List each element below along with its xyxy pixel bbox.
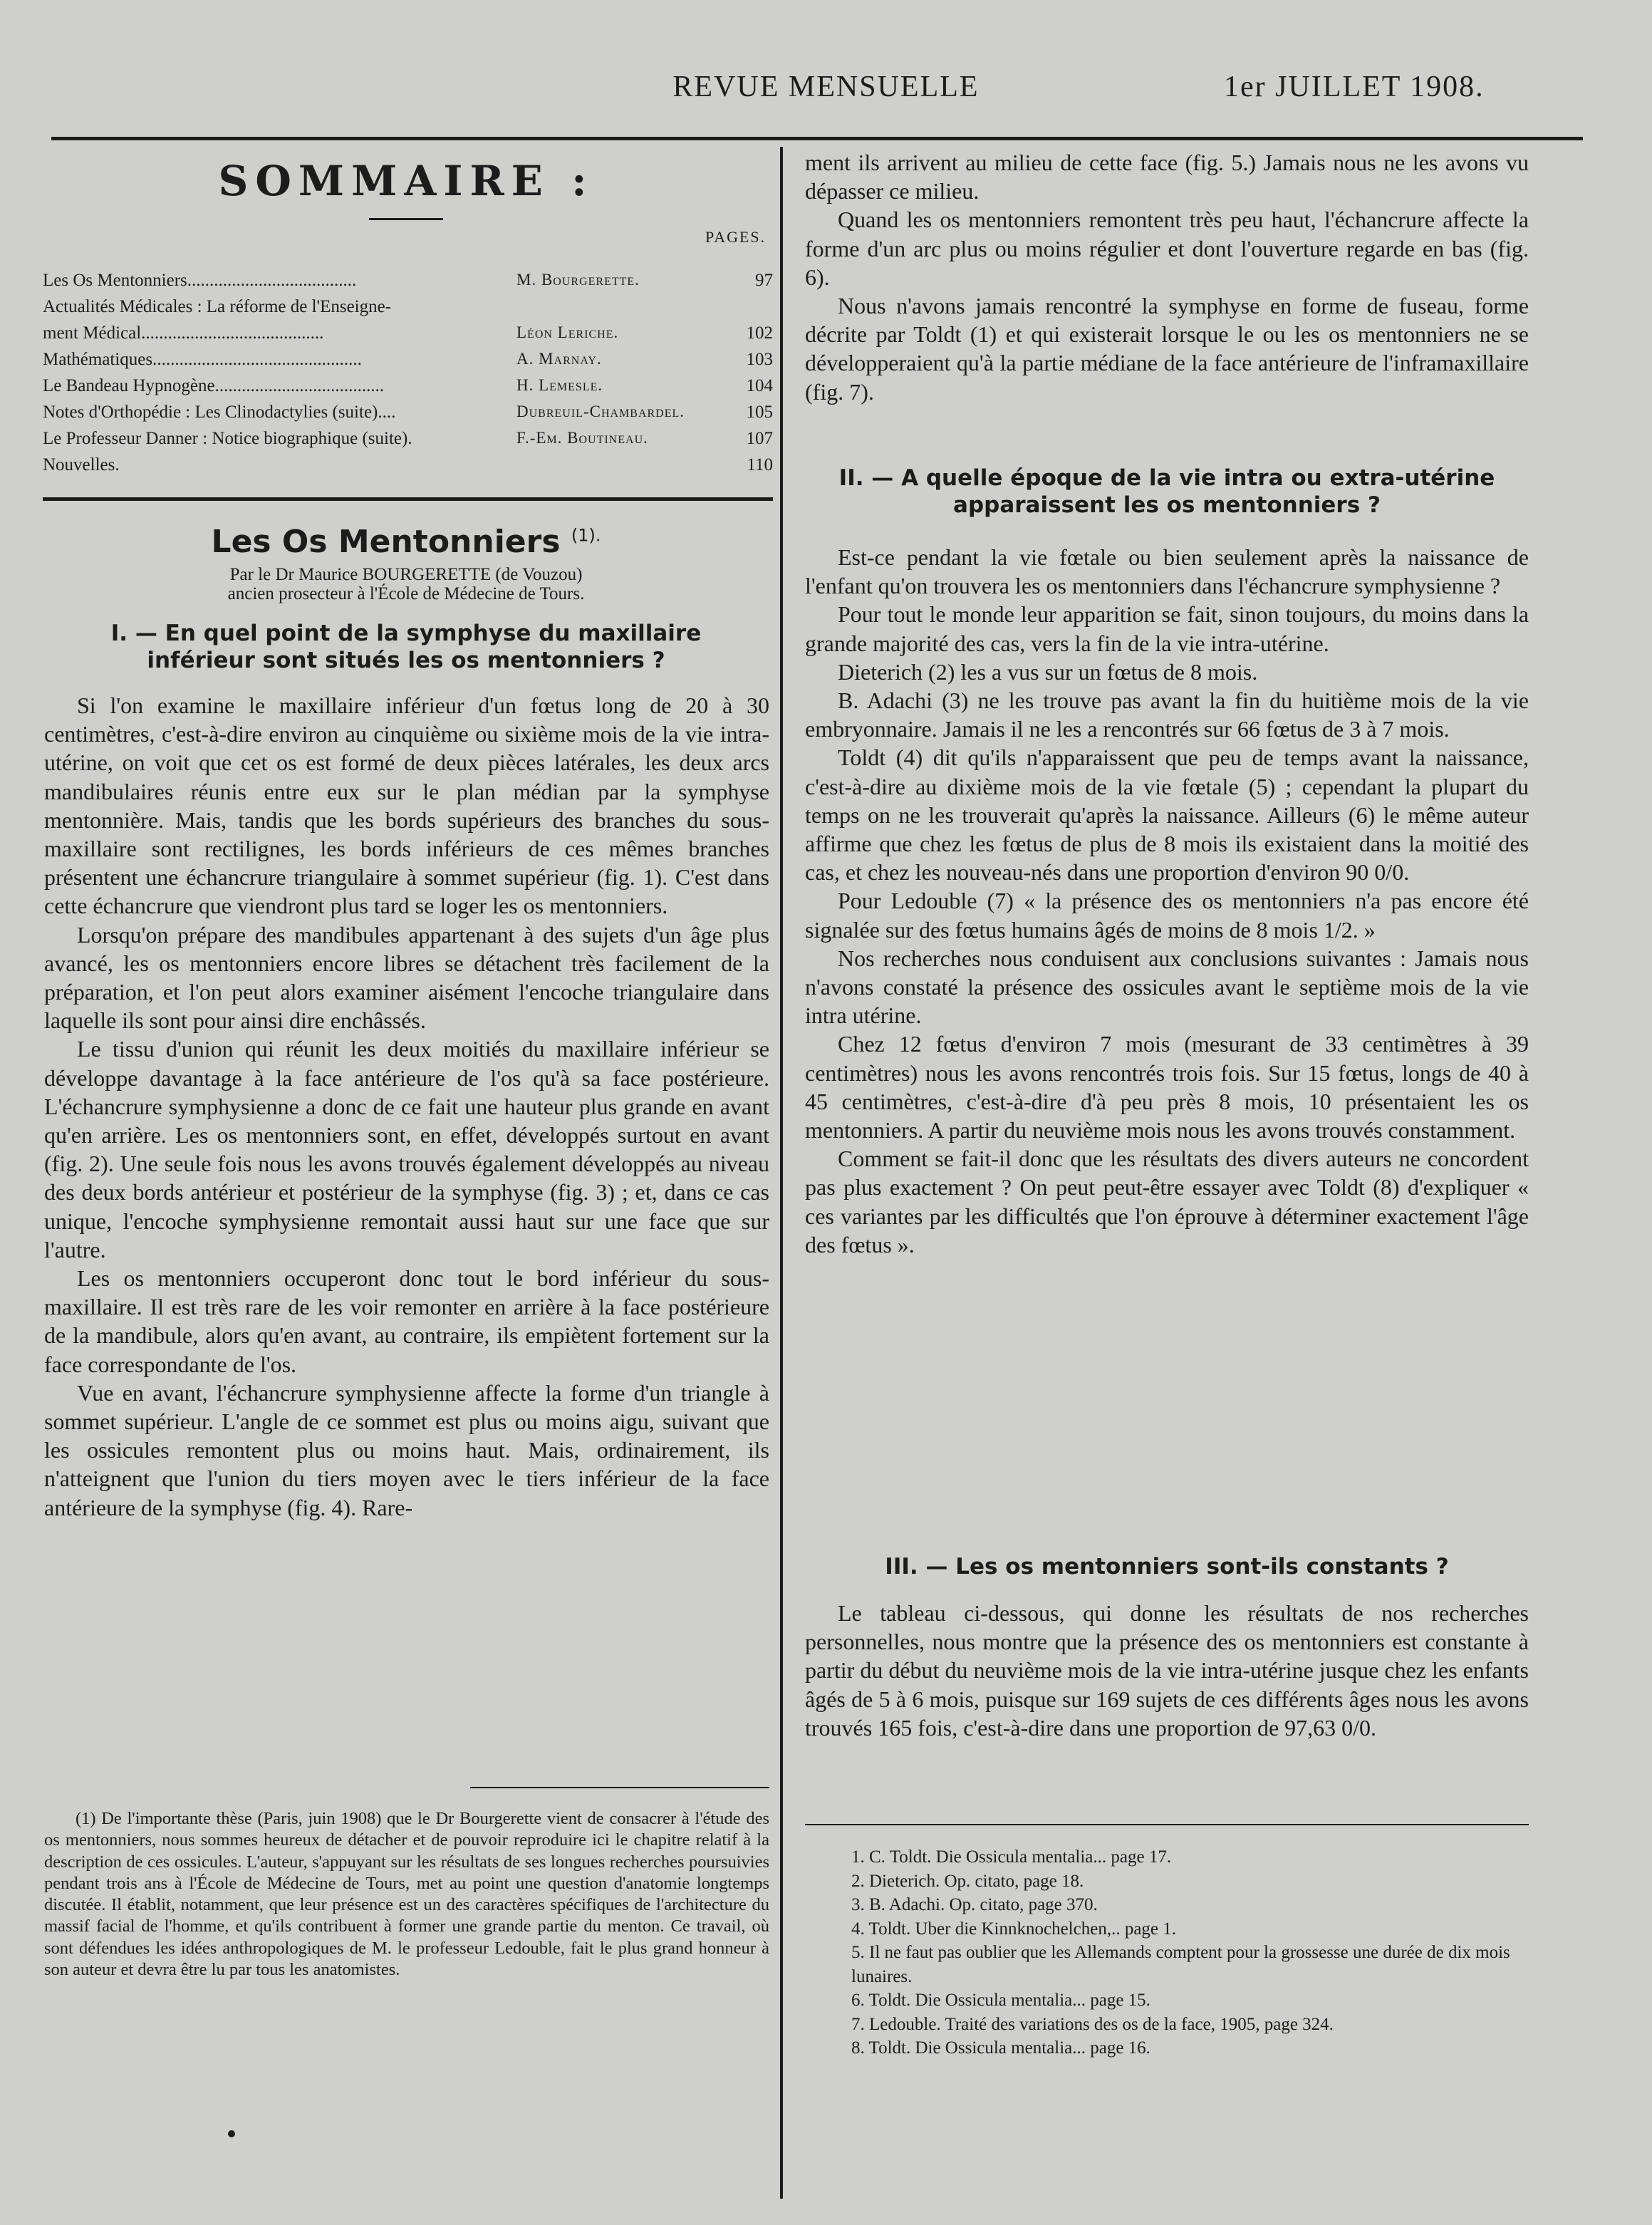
byline: [43, 565, 769, 603]
toc-author: Dubreuil-Chambardel.: [516, 403, 685, 420]
footnote-list: [830, 1845, 1535, 2060]
footnote-item: 6. Toldt. Die Ossicula mentalia... page 15.: [851, 1991, 1150, 2010]
journal-title: REVUE MENSUELLE: [672, 71, 980, 103]
paragraph: Nos recherches nous conduisent aux conclusions suivantes : Jamais nous n'avons constaté la présence des ossicules avant le septième mois de la vie intra utérine.: [805, 945, 1529, 1029]
paragraph: Les os mentonniers occuperont donc tout le bord inférieur du sous-maxillaire. Il est très rare de les voir remonter en arrière à la face postérieure de la mandibule, alors qu'en avant, au contraire, ils empiètent fortement sur la face correspondante de l'os.: [44, 1265, 769, 1377]
paragraph: ment ils arrivent au milieu de cette face (fig. 5.) Jamais nous ne les avons vu dépasser ce milieu.: [805, 150, 1529, 204]
paragraph: Quand les os mentonniers remontent très peu haut, l'échancrure affecte la forme d'un arc plus ou moins régulier et dont l'ouverture regarde en bas (fig. 6).: [805, 207, 1529, 290]
footnote-item: 5. Il ne faut pas oublier que les Allemands comptent pour la grossesse une durée de dix mois lunaires.: [851, 1943, 1510, 1986]
byline-affiliation: ancien prosecteur à l'École de Médecine de Tours.: [227, 584, 585, 603]
article-title-note: (1).: [571, 525, 601, 546]
toc-page: 110: [747, 455, 773, 474]
toc-author: A. Marnay.: [516, 350, 602, 368]
issue-date: 1er JUILLET 1908.: [1224, 71, 1485, 103]
toc-row: [43, 323, 773, 350]
toc-title: ment Médical.........................................: [43, 323, 324, 343]
paragraph: Dieterich (2) les a vus sur un fœtus de 8 mois.: [838, 658, 1258, 685]
toc-row: [43, 455, 773, 482]
page-mark: [228, 2130, 235, 2137]
toc-author: F.-Em. Boutineau.: [516, 429, 648, 447]
right-column-top: [805, 148, 1529, 406]
paragraph: Comment se fait-il donc que les résultats des divers auteurs ne concordent pas plus exactement ? On peut peut-être essayer avec Toldt (8) d'expliquer « ces variantes par les difficultés que l'on éprouve à déterminer exactement l'âge des fœtus ».: [805, 1146, 1529, 1257]
paragraph: Vue en avant, l'échancrure symphysienne affecte la forme d'un triangle à sommet supérieur. L'angle de ce sommet est plus ou moins aigu, suivant que les ossicules remontent plus ou moins haut. Mais, ordinairement, ils n'atteignent que l'union du tiers moyen avec le tiers inférieur de la face antérieure de la symphyse (fig. 4). Rare-: [44, 1379, 769, 1520]
paragraph: Nous n'avons jamais rencontré la symphyse en forme de fuseau, forme décrite par Toldt (1) et qui existerait lorsque le ou les os mentonniers ne se développeraient qu'à la partie médiane de la face antérieure de l'inframaxillaire (fig. 7).: [805, 293, 1529, 405]
paragraph: Le tableau ci-dessous, qui donne les résultats de nos recherches personnelles, nous montre que la présence des os mentonniers est constante à partir du début du neuvième mois de la vie intra-utérine jusque chez les enfants âgés de 5 à 6 mois, puisque sur 169 sujets de ces différents âges nous les avons trouvés 165 fois, c'est-à-dire dans une proportion de 97,63 0/0.: [805, 1600, 1529, 1741]
left-column-body: [44, 691, 769, 1522]
toc-row: [43, 403, 773, 429]
right-column-middle: [805, 543, 1529, 1259]
toc-page: 107: [746, 429, 773, 448]
footnote-item: 3. B. Adachi. Op. citato, page 370.: [851, 1895, 1098, 1914]
section-heading-1-line1: I. — En quel point de la symphyse du maxillaire: [110, 621, 702, 646]
footnote-item: 1. C. Toldt. Die Ossicula mentalia... page 17.: [851, 1847, 1172, 1867]
section-heading-2-line1: II. — A quelle époque de la vie intra ou extra-utérine: [838, 465, 1495, 491]
paragraph: Pour Ledouble (7) « la présence des os mentonniers n'a pas encore été signalée sur des fœtus humains âgés de moins de 8 mois 1/2. »: [805, 888, 1529, 943]
toc-title: Mathématiques...............................................: [43, 350, 362, 369]
toc-page: 105: [746, 403, 773, 422]
toc-author: Léon Leriche.: [516, 323, 619, 341]
article-title-text: Les Os Mentonniers: [211, 524, 561, 560]
toc-page: 103: [746, 350, 773, 369]
footnote-item: 8. Toldt. Die Ossicula mentalia... page 16.: [851, 2038, 1150, 2058]
footnote-text: (1) De l'importante thèse (Paris, juin 1908) que le Dr Bourgerette vient de consacrer à l'étude des os mentonniers, nous sommes heureux de détacher et de pouvoir reproduire ici le chapitre relatif à la description de ces ossicules. L'auteur, s'appuyant sur les résultats de ses longues recherches poursuivies pendant trois ans à l'École de Médecine de Tours, met au point une question d'anatomie longtemps discutée. Il établit, notamment, que leur présence est un des caractères spécifiques de l'architecture du massif facial de l'homme, et qu'ils contribuent à former une grande partie du menton. Ce travail, où sont défendues les idées anthropologiques de M. le professeur Ledouble, fait le plus grand honneur à son auteur et devra être lu par tous les anatomistes.: [44, 1809, 769, 1980]
toc-page: 102: [746, 323, 773, 343]
toc-page: 104: [746, 376, 773, 395]
footnote-main: [44, 1808, 769, 1981]
table-of-contents: [43, 271, 773, 482]
toc-author: M. Bourgerette.: [516, 271, 640, 289]
toc-title: Notes d'Orthopédie : Les Clinodactylies (suite)....: [43, 403, 396, 422]
toc-row: [43, 376, 773, 403]
footnote-item: 2. Dieterich. Op. citato, page 18.: [851, 1871, 1084, 1891]
toc-row: [43, 429, 773, 455]
paragraph: Si l'on examine le maxillaire inférieur d'un fœtus long de 20 à 30 centimètres, c'est-à-dire environ au cinquième ou sixième mois de la vie intra-utérine, on voit que cet os est formé de deux pièces latérales, les deux arcs mandibulaires réunis entre eux sur le plan médian par la symphyse mentonnière. Mais, tandis que les bords supérieurs des branches du sous-maxillaire sont rectilignes, les bords inférieurs de ces mêmes branches présentent une échancrure triangulaire à sommet supérieur (fig. 1). C'est dans cette échancrure que viendront plus tard se loger les os mentonniers.: [44, 693, 769, 919]
toc-title: Nouvelles.: [43, 455, 120, 474]
right-column-bottom: [805, 1599, 1529, 1742]
section-heading-3: III. — Les os mentonniers sont-ils constants ?: [885, 1554, 1449, 1580]
article-title: [43, 524, 769, 560]
toc-row: [43, 297, 773, 323]
right-footnote-rule: [805, 1824, 1529, 1825]
toc-author: H. Lemesle.: [516, 376, 603, 394]
pages-label: PAGES.: [705, 228, 767, 246]
footnote-rule: [470, 1787, 769, 1788]
sommaire-rule: [43, 497, 773, 501]
header-rule: [51, 137, 1583, 140]
toc-title: Le Bandeau Hypnogène......................................: [43, 376, 385, 395]
section-heading-1-line2: inférieur sont situés les os mentonniers ?: [147, 648, 665, 673]
footnote-item: 7. Ledouble. Traité des variations des os de la face, 1905, page 324.: [851, 2014, 1334, 2034]
toc-title: Actualités Médicales : La réforme de l'Enseigne-: [43, 297, 392, 316]
section-heading-2: [805, 465, 1529, 519]
section-heading-2-line2: apparaissent les os mentonniers ?: [953, 492, 1381, 518]
paragraph: Le tissu d'union qui réunit les deux moitiés du maxillaire inférieur se développe davantage à la face antérieure de l'os qu'à sa face postérieure. L'échancrure symphysienne a donc de ce fait une hauteur plus grande en avant qu'en arrière. Les os mentonniers sont, en effet, développés surtout en avant (fig. 2). Une seule fois nous les avons trouvés également développés au niveau des deux bords antérieur et postérieur de la symphyse (fig. 3) ; et, dans ce cas unique, l'encoche symphysienne remontait aussi haut sur une face que sur l'autre.: [44, 1036, 769, 1262]
paragraph: Toldt (4) dit qu'ils n'apparaissent que peu de temps avant la naissance, c'est-à-dire au dixième mois de la vie fœtale (5) ; cependant la plupart du temps on ne les trouverait qu'après la naissance. Ailleurs (6) le même auteur affirme que chez les fœtus de plus de 8 mois ils existaient dans la moitié des cas, et chez les nouveau-nés dans une proportion d'environ 90 0/0.: [805, 745, 1529, 886]
sommaire-divider: [369, 218, 443, 220]
footnote-item: 4. Toldt. Uber die Kinnknochelchen,.. page 1.: [851, 1919, 1177, 1939]
paragraph: Est-ce pendant la vie fœtale ou bien seulement après la naissance de l'enfant qu'on trouvera les os mentonniers dans l'échancrure symphysienne ?: [805, 544, 1529, 599]
toc-row: [43, 350, 773, 376]
paragraph: Lorsqu'on prépare des mandibules appartenant à des sujets d'un âge plus avancé, les os mentonniers encore libres se détachent très facilement de la préparation, et l'on peut alors examiner aisément l'encoche triangulaire dans laquelle ils sont pour ainsi dire enchâssés.: [44, 921, 769, 1034]
sommaire-title: SOMMAIRE :: [218, 157, 594, 205]
column-rule: [780, 147, 783, 2199]
paragraph: B. Adachi (3) ne les trouve pas avant la fin du huitième mois de la vie embryonnaire. Jamais il ne les a rencontrés sur 66 fœtus de 3 à 7 mois.: [805, 688, 1529, 742]
toc-title: Le Professeur Danner : Notice biographique (suite).: [43, 429, 412, 448]
paragraph: Pour tout le monde leur apparition se fait, sinon toujours, du moins dans la grande majorité des cas, vers la fin de la vie intra-utérine.: [805, 601, 1529, 656]
paragraph: Chez 12 fœtus d'environ 7 mois (mesurant de 33 centimètres à 39 centimètres) nous les avons rencontrés trois fois. Sur 15 fœtus, longs de 40 à 45 centimètres, c'est-à-dire d'à peu près 8 mois, 10 présentaient les os mentonniers. A partir du neuvième mois nous les avons trouvés constamment.: [805, 1031, 1529, 1143]
section-heading-1: [50, 620, 762, 674]
toc-page: 97: [755, 271, 773, 290]
toc-title: Les Os Mentonniers......................................: [43, 271, 357, 290]
toc-row: [43, 271, 773, 297]
byline-author: Par le Dr Maurice BOURGERETTE (de Vouzou): [229, 565, 583, 584]
